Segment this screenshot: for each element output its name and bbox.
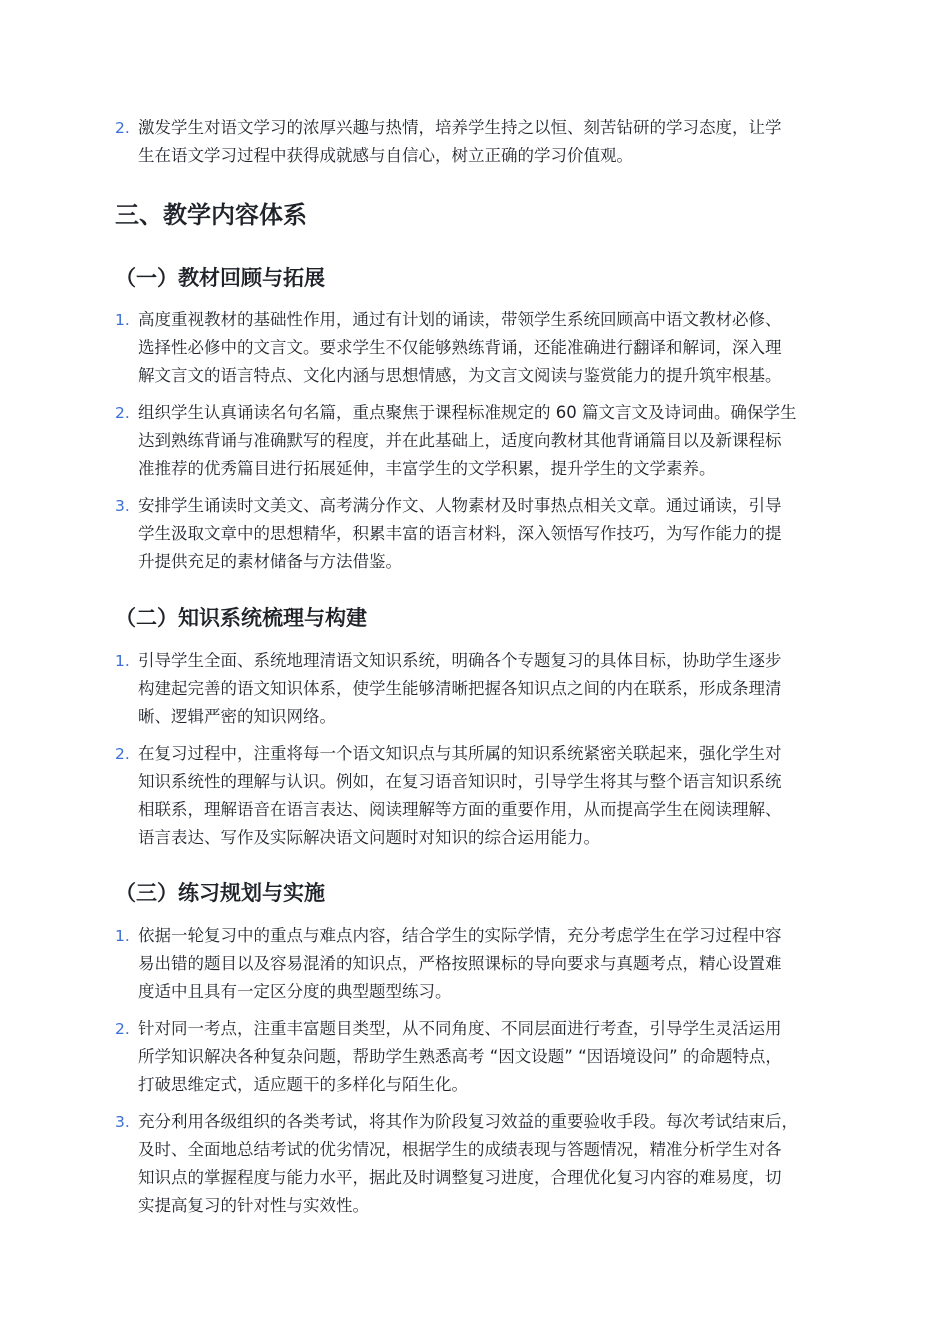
list-number: 3. xyxy=(115,497,130,515)
list-text: 激发学生对语文学习的浓厚兴趣与热情，培养学生持之以恒、刻苦钻研的学习态度，让学 生在语文学习过程中获得成就感与自信心，树立正确的学习价值观。 xyxy=(138,118,782,165)
list-text: 针对同一考点，注重丰富题目类型，从不同角度、不同层面进行考查，引导学生灵活运用 所学知识解决各种复杂问题，帮助学生熟悉高考 “因文设题” “因语境设问” 的命题特点， 打破思维定式，适应题干的多样化与陌生化。 xyxy=(138,1019,782,1094)
list-text: 在复习过程中，注重将每一个语文知识点与其所属的知识系统紧密关联起来，强化学生对 知识系统性的理解与认识。例如，在复习语音知识时，引导学生将其与整个语言知识系统 相联系，理解语音在语言表达、阅读理解等方面的重要作用，从而提高学生在阅读理解、 语言表达、写作及实际解决语文问题时对知识的综合运用能力。 xyxy=(138,744,782,847)
list-item xyxy=(115,922,835,1006)
list-number: 1. xyxy=(115,927,130,945)
list-item xyxy=(115,399,835,483)
list-text: 安排学生诵读时文美文、高考满分作文、人物素材及时事热点相关文章。通过诵读，引导 学生汲取文章中的思想精华，积累丰富的语言材料，深入领悟写作技巧，为写作能力的提 升提供充足的素材储备与方法借鉴。 xyxy=(138,496,782,571)
list-item xyxy=(115,306,835,390)
list-item xyxy=(115,492,835,576)
list-item xyxy=(115,114,835,170)
list-number: 2. xyxy=(115,745,130,763)
list-item xyxy=(115,1108,835,1220)
list-number: 2. xyxy=(115,1020,130,1038)
list-text: 引导学生全面、系统地理清语文知识系统，明确各个专题复习的具体目标，协助学生逐步 构建起完善的语文知识体系，使学生能够清晰把握各知识点之间的内在联系，形成条理清 晰、逻辑严密的知识网络。 xyxy=(138,651,782,726)
subsection-title-2: （二）知识系统梳理与构建 xyxy=(115,606,367,630)
section-title: 三、教学内容体系 xyxy=(115,201,307,229)
list-number: 2. xyxy=(115,119,130,137)
list-number: 2. xyxy=(115,404,130,422)
list-number: 3. xyxy=(115,1113,130,1131)
list-text: 高度重视教材的基础性作用，通过有计划的诵读，带领学生系统回顾高中语文教材必修、 选择性必修中的文言文。要求学生不仅能够熟练背诵，还能准确进行翻译和解词，深入理 解文言文的语言特点、文化内涵与思想情感，为文言文阅读与鉴赏能力的提升筑牢根基。 xyxy=(138,310,782,385)
list-number: 1. xyxy=(115,652,130,670)
subsection-title-1: （一）教材回顾与拓展 xyxy=(115,266,325,290)
list-number: 1. xyxy=(115,311,130,329)
subsection-title-3: （三）练习规划与实施 xyxy=(115,881,325,905)
list-item xyxy=(115,1015,835,1099)
list-text: 组织学生认真诵读名句名篇，重点聚焦于课程标准规定的 60 篇文言文及诗词曲。确保学生 达到熟练背诵与准确默写的程度，并在此基础上，适度向教材其他背诵篇目以及新课程标 准推荐的优秀篇目进行拓展延伸，丰富学生的文学积累，提升学生的文学素养。 xyxy=(138,403,797,478)
list-item xyxy=(115,740,835,852)
list-text: 依据一轮复习中的重点与难点内容，结合学生的实际学情，充分考虑学生在学习过程中容 易出错的题目以及容易混淆的知识点，严格按照课标的导向要求与真题考点，精心设置难 度适中且具有一定区分度的典型题型练习。 xyxy=(138,926,782,1001)
list-item xyxy=(115,647,835,731)
list-text: 充分利用各级组织的各类考试，将其作为阶段复习效益的重要验收手段。每次考试结束后， 及时、全面地总结考试的优劣情况，根据学生的成绩表现与答题情况，精准分析学生对各 知识点的掌握程度与能力水平，据此及时调整复习进度，合理优化复习内容的难易度，切 实提高复习的针对性与实效性。 xyxy=(138,1112,798,1215)
